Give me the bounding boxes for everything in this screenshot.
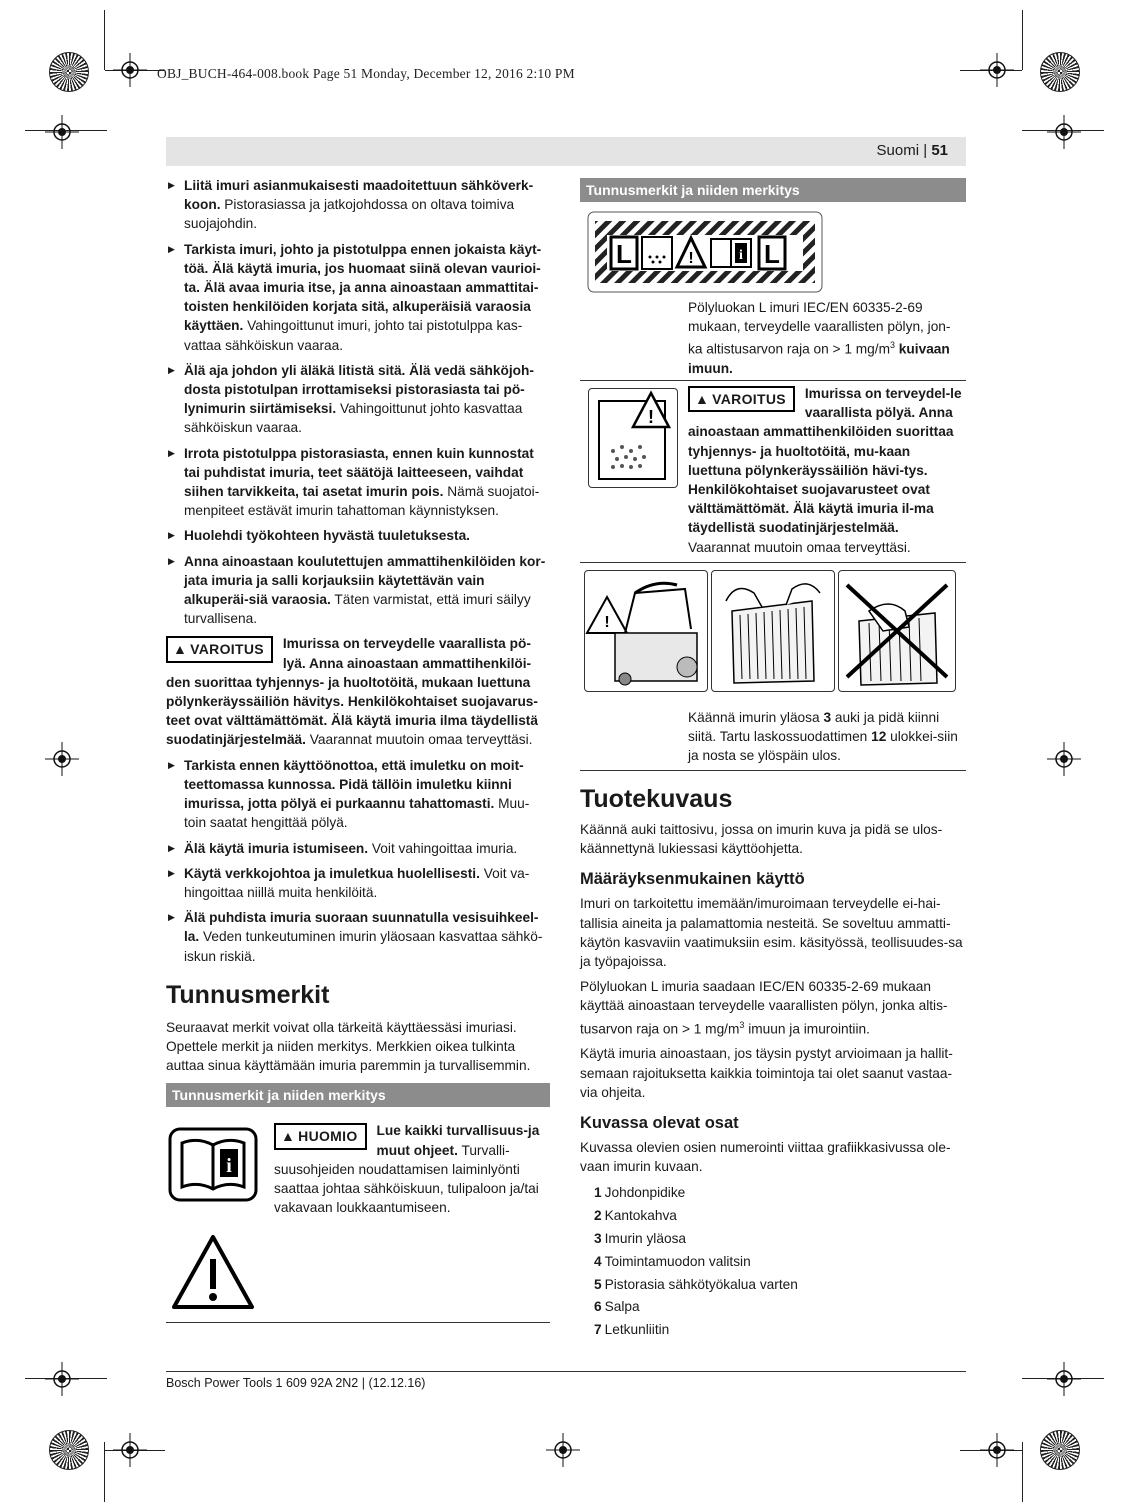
warning-triangle-icon: ▲: [173, 641, 188, 658]
divider: [166, 1322, 550, 1323]
svg-text:i: i: [739, 248, 743, 263]
warning-block-right: ▲ VAROITUS Imurissa on terveydel-le vaarallista pölyä. Anna ainoastaan ammattihenkilöiden suorittaa tyhjennys- ja huoltotöitä, mu-kaan luettuna pölynkeräyssäiliön hävi-tys. Henkilökohtaiset suojavarusteet ovat välttämättömät. Älä käytä imuria il-ma täydellistä suodatinjärjestelmää. Vaarannat muutoin omaa terveyttäsi.: [688, 386, 962, 555]
crosshair-icon: [45, 1362, 79, 1396]
crosshair-icon: [546, 1433, 580, 1467]
crosshair-icon: [1047, 115, 1081, 149]
warning-block: ▲ VAROITUS Imurissa on terveydelle vaarallista pö-lyä. Anna ainoastaan ammattihenkilöi-den suorittaa tyhjennys- ja huoltotöitä, mukaan luettuna pölynkeräyssäiliön hävitys. Henkilökohtaiset suojavarus-teet ovat välttämättömät. Älä käytä imuria ilma täydellistä suodatinjärjestelmää. Vaarannat muutoin omaa terveyttäsi.: [166, 636, 538, 748]
list-item: 7 Letkunliitin: [594, 1322, 670, 1338]
warning-triangle-icon: [170, 1233, 256, 1311]
crosshair-icon: [1047, 1362, 1081, 1396]
safety-bullet: ▶ Anna ainoastaan koulutettujen ammattihenkilöiden kor-jata imuria ja salli korjauksiin käytettävän vain alkuperäi-siä varaosia. Täten varmistat, että imuri säilyy turvallisena.: [166, 552, 550, 629]
crosshair-icon: [45, 115, 79, 149]
parts-title: Kuvassa olevat osat: [580, 1114, 739, 1132]
safety-bullet: ▶ Irrota pistotulppa pistorasiasta, ennen kuin kunnostat tai puhdistat imuria, teet säätöjä laitteeseen, vaihdat siihen tarvikkeita, tai asetat imurin pois. Nämä suojatoi-menpiteet estävät imurin tahattoman käynnistyksen.: [166, 444, 550, 521]
dust-class-text: Pölyluokan L imuri IEC/EN 60335-2-69 mukaan, terveydelle vaarallisten pölyn, jon-ka altistusarvon raja on > 1 $mg/m^3$ kuivaan imuun.: [688, 300, 951, 377]
read-manual-icon: [168, 1127, 258, 1202]
intended-use-text: Käytä imuria ainoastaan, jos täysin pystyt arvioimaan ja hallit-semaan rajoituksetta kaikkia toimintoja tai olet saanut vastaa-via ohjeita.: [580, 1046, 953, 1100]
product-intro: Käännä auki taittosivu, jossa on imurin kuva ja pidä se ulos-käännettynä lukiessasi käyttöohjetta.: [580, 822, 943, 857]
list-item: 2 Kantokahva: [594, 1208, 677, 1224]
crosshair-icon: [113, 1433, 147, 1467]
dust-hazard-icon: [588, 388, 678, 488]
safety-bullet: ▶ Tarkista imuri, johto ja pistotulppa ennen jokaista käyt-töä. Älä käytä imuria, jos huomaat siinä olevan vaurioi-ta. Älä avaa imuria itse, ja anna ainoastaan ammattitai-toisten henkilöiden korjata sitä, alkuperäisiä varaosia käyttäen. Vahingoittunut imuri, johto tai pistotulppa kas-vattaa sähköiskun vaaraa.: [166, 240, 550, 355]
parts-intro: Kuvassa olevien osien numerointi viittaa grafiikkasivussa ole-vaan imurin kuvaan.: [580, 1140, 951, 1175]
page-number: Suomi | 51: [876, 142, 948, 159]
registration-disc-icon: [49, 1430, 89, 1470]
safety-bullet: ▶ Käytä verkkojohtoa ja imuletkua huolellisesti. Voit va-hingoittaa niillä muita henkilöitä.: [166, 864, 550, 902]
list-item: 6 Salpa: [594, 1299, 640, 1315]
svg-text:!: !: [688, 250, 694, 267]
crosshair-icon: [980, 53, 1014, 87]
divider: [580, 770, 966, 771]
warning-label: ▲ VAROITUS: [166, 636, 273, 662]
dust-class-label-icon: [587, 211, 823, 293]
intended-use-text: Pölyluokan L imuria saadaan IEC/EN 60335-2-69 mukaan käyttää ainoastaan terveydelle vaarallisten pölyn, jonka altis-tusarvon raja on > 1 $mg/m^3$ imuun ja imurointiin.: [580, 979, 948, 1037]
symbols-bar: Tunnusmerkit ja niiden merkitys: [166, 1083, 550, 1107]
intended-use-title: Määräyksenmukainen käyttö: [580, 870, 805, 889]
symbols-bar-right: Tunnusmerkit ja niiden merkitys: [580, 178, 966, 202]
header-page: 51: [931, 142, 948, 159]
svg-text:!: !: [604, 614, 610, 631]
safety-bullet: ▶ Huolehdi työkohteen hyvästä tuuletuksesta.: [166, 526, 550, 545]
print-slug: OBJ_BUCH-464-008.book Page 51 Monday, December 12, 2016 2:10 PM: [157, 66, 575, 81]
svg-text:!: !: [648, 407, 654, 427]
notice-row: [166, 1107, 550, 1322]
warning-triangle-icon: ▲: [281, 1128, 296, 1145]
registration-disc-icon: [49, 52, 89, 92]
safety-bullet: ▶ Älä aja johdon yli äläkä litistä sitä. Älä vedä sähköjoh-dosta pistotulpan irrottamiseksi pistorasiasta tai pö-lynimurin siirtämiseksi. Vahingoittunut johto kasvattaa sähköiskun vaaraa.: [166, 361, 550, 438]
crosshair-icon: [45, 742, 79, 776]
safety-bullet: ▶ Älä käytä imuria istumiseen. Voit vahingoittaa imuria.: [166, 839, 550, 858]
intended-use-text: Imuri on tarkoitettu imemään/imuroimaan terveydelle ei-hai-tallisia aineita ja palamattomia nesteitä. Se soveltuu ammatti-käytön kasvaviin vaatimuksiin esim. käsityössä, teollisuudes-sa ja työpajoissa.: [580, 896, 963, 970]
page-header: [166, 137, 966, 166]
svg-text:L: L: [616, 239, 632, 269]
warning-label: ▲ VAROITUS: [688, 386, 795, 412]
header-language: Suomi: [876, 142, 920, 159]
filter-removal-image-3: [838, 570, 956, 692]
crosshair-icon: [113, 53, 147, 87]
svg-text:i: i: [226, 1155, 232, 1178]
registration-disc-icon: [1040, 52, 1080, 92]
product-title: Tuotekuvaus: [580, 785, 733, 813]
divider: [580, 562, 966, 563]
divider: [580, 380, 966, 381]
parts-list: [580, 1182, 966, 1342]
right-column: [580, 784, 966, 1342]
notice-label: ▲ HUOMIO: [274, 1123, 367, 1149]
safety-bullet: ▶ Tarkista ennen käyttöönottoa, että imuletku on moit-teettomassa kunnossa. Pidä tällöin imuletku kiinni imurissa, jotta pölyä ei purkaannu tahattomasti. Muu-toin saatat hengittää pölyä.: [166, 756, 550, 833]
section-title: Tunnusmerkit: [166, 980, 330, 1009]
list-item: 3 Imurin yläosa: [594, 1231, 687, 1246]
filter-removal-image-1: [584, 570, 708, 692]
left-column: [166, 176, 550, 1323]
notice-text: ▲ HUOMIO Lue kaikki turvallisuus-ja muut ohjeet. Turvalli-suusohjeiden noudattamisen laiminlyönti saattaa johtaa sähköiskuun, tulipaloon ja/tai vakavaan loukkaantumiseen.: [274, 1123, 540, 1216]
list-item: 4 Toimintamuodon valitsin: [594, 1253, 751, 1269]
crosshair-icon: [1047, 742, 1081, 776]
section-intro: Seuraavat merkit voivat olla tärkeitä käyttäessäsi imuriasi. Opettele merkit ja niiden merkitys. Merkkien oikea tulkinta auttaa sinua käyttämään imuria paremmin ja turvallisemmin.: [166, 1019, 531, 1074]
footer-text: Bosch Power Tools 1 609 92A 2N2 | (12.12.16): [166, 1376, 426, 1390]
svg-text:L: L: [764, 239, 780, 269]
warning-triangle-icon: ▲: [695, 391, 710, 407]
registration-disc-icon: [1040, 1430, 1080, 1470]
crosshair-icon: [980, 1433, 1014, 1467]
filter-caption: Käännä imurin yläosa 3 auki ja pidä kiinni siitä. Tartu laskossuodattimen 12 ulokkei-siin ja nosta se ylöspäin ulos.: [688, 710, 958, 764]
filter-removal-image-2: [711, 570, 835, 692]
safety-bullet: ▶ Liitä imuri asianmukaisesti maadoitettuun sähköverk-koon. Pistorasiassa ja jatkojohdossa on oltava toimiva suojajohdin.: [166, 176, 550, 234]
list-item: 1 Johdonpidike: [594, 1185, 686, 1201]
safety-bullet: ▶ Älä puhdista imuria suoraan suunnatulla vesisuihkeel-la. Veden tunkeutuminen imurin yläosaan kasvattaa sähkö-iskun riskiä.: [166, 908, 550, 966]
footer-rule: [166, 1371, 966, 1372]
list-item: 5 Pistorasia sähkötyökalua varten: [594, 1276, 798, 1292]
